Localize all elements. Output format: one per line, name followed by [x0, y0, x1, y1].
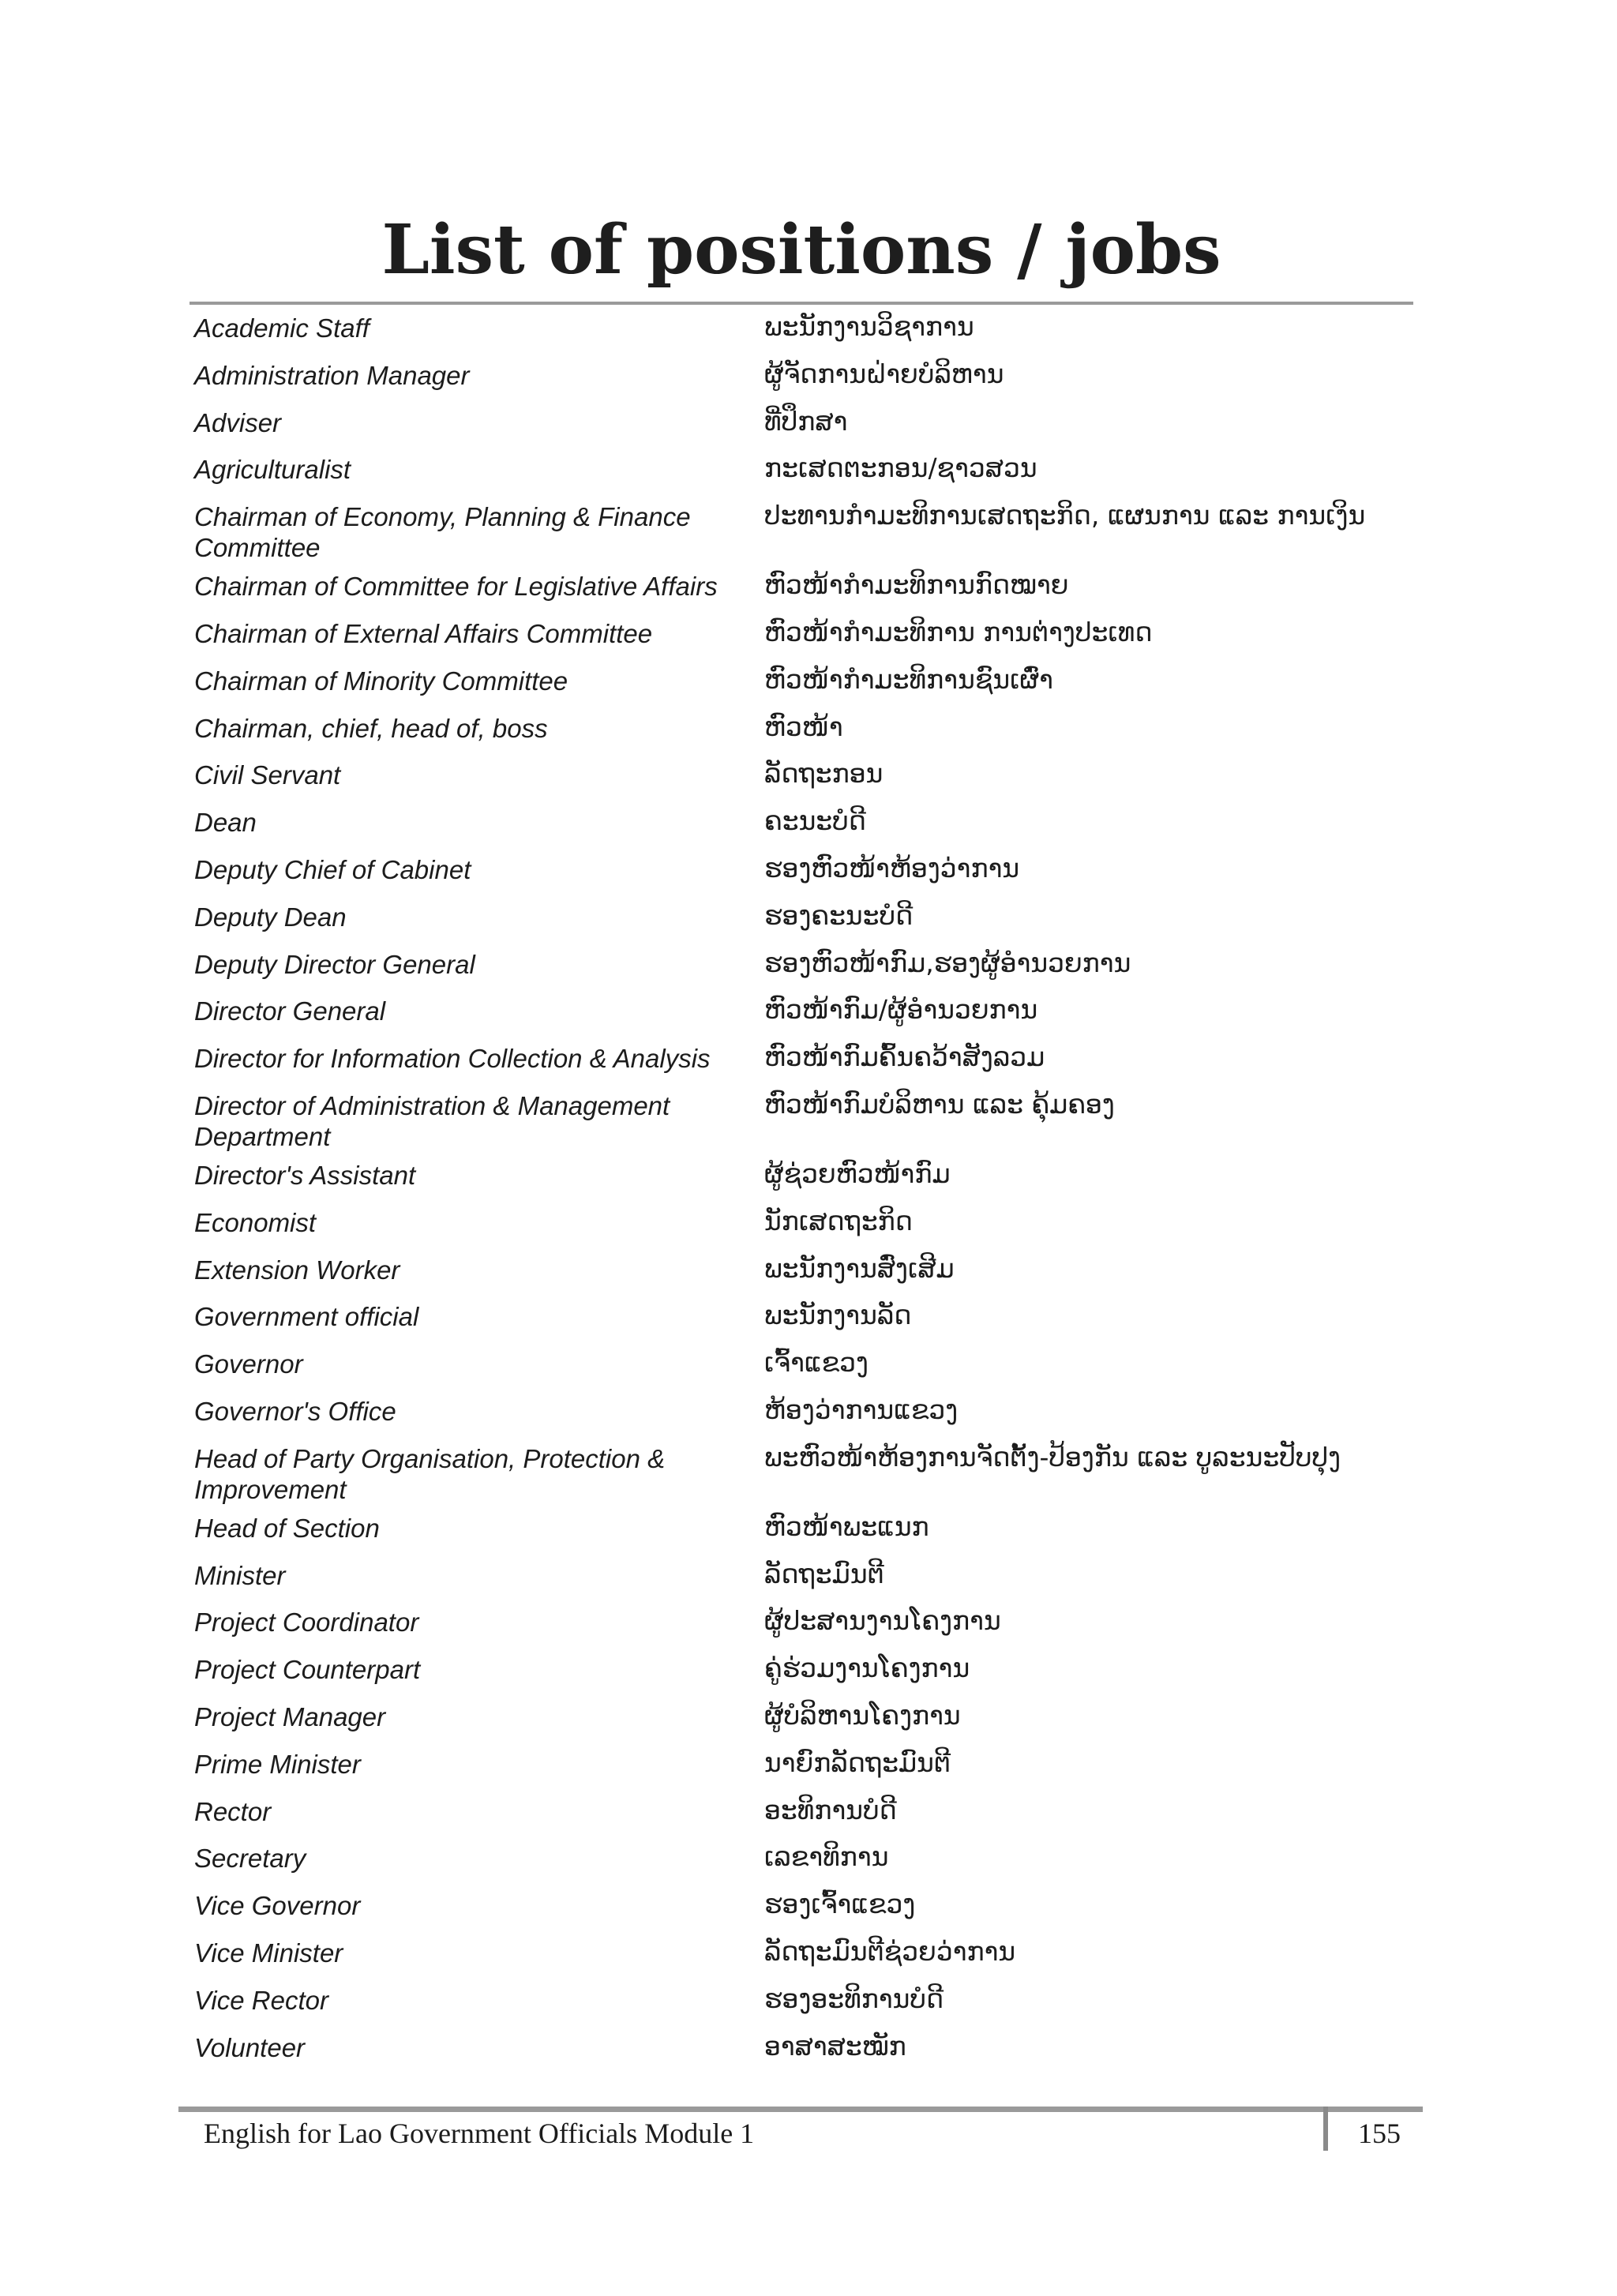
- lao-translation: ຫ້ອງວ່າການແຂວງ: [764, 1394, 959, 1425]
- lao-translation: ລັດຖະມົນຕີຊ່ວຍວ່າການ: [764, 1935, 1016, 1967]
- english-position: Head of Section: [194, 1513, 380, 1543]
- table-row: [194, 1602, 1410, 1649]
- lao-translation: ເຈົ້າແຂວງ: [764, 1347, 869, 1379]
- lao-translation: ກະເສດຕະກອນ/ຊາວສວນ: [764, 452, 1037, 484]
- lao-translation: ຜູ້ຈັດການຝ່າຍບໍລິຫານ: [764, 358, 1004, 389]
- table-row: [194, 944, 1410, 992]
- table-row: [194, 661, 1410, 708]
- english-position: Head of Party Organisation, Protection & Improvement: [194, 1443, 666, 1504]
- table-row: [194, 1697, 1410, 1744]
- english-position: Vice Minister: [194, 1938, 343, 1968]
- table-row: [194, 1439, 1410, 1508]
- table-row: [194, 1038, 1410, 1086]
- table-row: [194, 1086, 1410, 1155]
- english-position: Civil Servant: [194, 760, 341, 790]
- table-row: [194, 1791, 1410, 1839]
- lao-translation: ຫົວໜ້າພະແນກ: [764, 1510, 929, 1542]
- english-position: Secretary: [194, 1844, 306, 1874]
- lao-translation: ພະນັກງານລັດ: [764, 1300, 912, 1331]
- table-row: [194, 1250, 1410, 1297]
- table-row: [194, 403, 1410, 450]
- table-row: [194, 308, 1410, 355]
- footer-text: English for Lao Government Officials Module 1: [204, 2118, 755, 2149]
- lao-translation: ຜູ້ບໍລິຫານໂຄງການ: [764, 1699, 961, 1731]
- english-position: Vice Rector: [194, 1985, 328, 2015]
- lao-translation: ທີ່ປຶກສາ: [764, 405, 848, 437]
- lao-translation: ຮອງຫົວໜ້າກົມ,ຮອງຜູ້ອຳນວຍການ: [764, 947, 1131, 978]
- footer-rule: [178, 2107, 1423, 2112]
- table-row: [194, 1744, 1410, 1791]
- lao-translation: ພະນັກງານວິຊາການ: [764, 311, 974, 342]
- lao-translation: ຜູ້ຊ່ວຍຫົວໜ້າກົມ: [764, 1157, 951, 1189]
- lao-translation: ຄູ່ຮ່ວມງານໂຄງການ: [764, 1653, 970, 1684]
- lao-translation: ເລຂາທິການ: [764, 1841, 889, 1873]
- english-position: Director of Administration & Management Department: [194, 1090, 670, 1151]
- table-row: [194, 802, 1410, 850]
- page-number: 155: [1358, 2118, 1401, 2149]
- lao-translation: ຮອງຫົວໜ້າຫ້ອງວ່າການ: [764, 852, 1020, 884]
- english-position: Chairman of Minority Committee: [194, 666, 568, 696]
- lao-translation: ອາສາສະໝັກ: [764, 2030, 906, 2062]
- english-position: Government official: [194, 1302, 419, 1332]
- lao-translation: ຫົວໜ້າກຳມະທິການ ການຕ່າງປະເທດ: [764, 616, 1153, 647]
- table-row: [194, 1508, 1410, 1555]
- lao-translation: ອະທິການບໍດີ: [764, 1794, 897, 1825]
- lao-translation: ຮອງຄະນະບໍດີ: [764, 899, 914, 931]
- lao-translation: ຫົວໜ້າ: [764, 711, 843, 742]
- english-position: Prime Minister: [194, 1749, 361, 1779]
- table-row: [194, 1885, 1410, 1933]
- table-row: [194, 355, 1410, 403]
- lao-translation: ຫົວໜ້າກຳມະທິການຊົນເຜົ່າ: [764, 663, 1053, 695]
- lao-translation: ປະທານກຳມະທິການເສດຖະກິດ, ແຜນການ ແລະ ການເງິນ: [764, 500, 1366, 531]
- lao-translation: ຮອງເຈົ້າແຂວງ: [764, 1889, 916, 1920]
- lao-translation: ລັດຖະມົນຕີ: [764, 1558, 884, 1589]
- english-position: Economist: [194, 1207, 317, 1237]
- english-position: Chairman of Committee for Legislative Affairs: [194, 572, 718, 602]
- english-position: Volunteer: [194, 2032, 306, 2062]
- english-position: Dean: [194, 808, 257, 838]
- english-position: Director General: [194, 996, 386, 1026]
- table-row: [194, 1391, 1410, 1439]
- table-row: [194, 991, 1410, 1038]
- english-position: Governor: [194, 1349, 303, 1379]
- english-position: Director for Information Collection & Analysis: [194, 1044, 711, 1074]
- english-position: Director's Assistant: [194, 1160, 416, 1190]
- english-position: Governor's Office: [194, 1396, 396, 1426]
- english-position: Minister: [194, 1560, 286, 1590]
- positions-table: [194, 308, 1410, 2074]
- table-row: [194, 2028, 1410, 2075]
- table-row: [194, 850, 1410, 897]
- table-row: [194, 1155, 1410, 1202]
- lao-translation: ລັດຖະກອນ: [764, 758, 884, 790]
- table-row: [194, 755, 1410, 802]
- table-row: [194, 566, 1410, 613]
- english-position: Agriculturalist: [194, 455, 351, 485]
- lao-translation: ພະນັກງານສົ່ງເສີມ: [764, 1252, 955, 1284]
- english-position: Deputy Dean: [194, 902, 347, 932]
- lao-translation: ຮອງອະທິການບໍດີ: [764, 1983, 944, 2014]
- table-row: [194, 1202, 1410, 1250]
- english-position: Deputy Director General: [194, 949, 475, 979]
- table-row: [194, 1296, 1410, 1344]
- table-row: [194, 1838, 1410, 1885]
- table-row: [194, 1344, 1410, 1391]
- lao-translation: ພະຫົວໜ້າຫ້ອງການຈັດຕັ້ງ-ປ້ອງກັນ ແລະ ບູລະນະປັບປຸງ: [764, 1441, 1341, 1473]
- english-position: Chairman, chief, head of, boss: [194, 713, 548, 743]
- table-row: [194, 1933, 1410, 1980]
- table-row: [194, 1980, 1410, 2028]
- english-position: Chairman of External Affairs Committee: [194, 618, 653, 648]
- english-position: Chairman of Economy, Planning & Finance Committee: [194, 502, 691, 563]
- title-rule: [189, 302, 1413, 305]
- english-position: Project Counterpart: [194, 1655, 421, 1685]
- english-position: Vice Governor: [194, 1891, 361, 1921]
- table-row: [194, 1555, 1410, 1603]
- lao-translation: ຫົວໜ້າກົມ/ຜູ້ອຳນວຍການ: [764, 994, 1038, 1026]
- english-position: Academic Staff: [194, 313, 370, 343]
- english-position: Rector: [194, 1796, 272, 1826]
- english-position: Project Coordinator: [194, 1608, 419, 1638]
- english-position: Administration Manager: [194, 360, 470, 390]
- english-position: Deputy Chief of Cabinet: [194, 854, 471, 884]
- table-row: [194, 897, 1410, 944]
- lao-translation: ຫົວໜ້າກຳມະທິການກົດໝາຍ: [764, 569, 1069, 601]
- lao-translation: ຄະນະບໍດີ: [764, 805, 866, 837]
- table-row: [194, 1649, 1410, 1697]
- lao-translation: ນາຍົກລັດຖະມົນຕີ: [764, 1746, 951, 1778]
- page-title: List of positions / jobs: [381, 210, 1221, 290]
- lao-translation: ນັກເສດຖະກິດ: [764, 1205, 913, 1236]
- english-position: Extension Worker: [194, 1255, 400, 1285]
- lao-translation: ຫົວໜ້າກົມບໍລິຫານ ແລະ ຄຸ້ມຄອງ: [764, 1088, 1115, 1120]
- table-row: [194, 449, 1410, 497]
- english-position: Project Manager: [194, 1701, 386, 1731]
- lao-translation: ຜູ້ປະສານງານໂຄງການ: [764, 1605, 1001, 1637]
- table-row: [194, 497, 1410, 566]
- table-row: [194, 613, 1410, 661]
- english-position: Adviser: [194, 407, 282, 437]
- footer-divider: [1323, 2107, 1328, 2151]
- table-row: [194, 708, 1410, 756]
- lao-translation: ຫົວໜ້າກົມຄົ້ນຄວ້າສັງລວມ: [764, 1041, 1045, 1073]
